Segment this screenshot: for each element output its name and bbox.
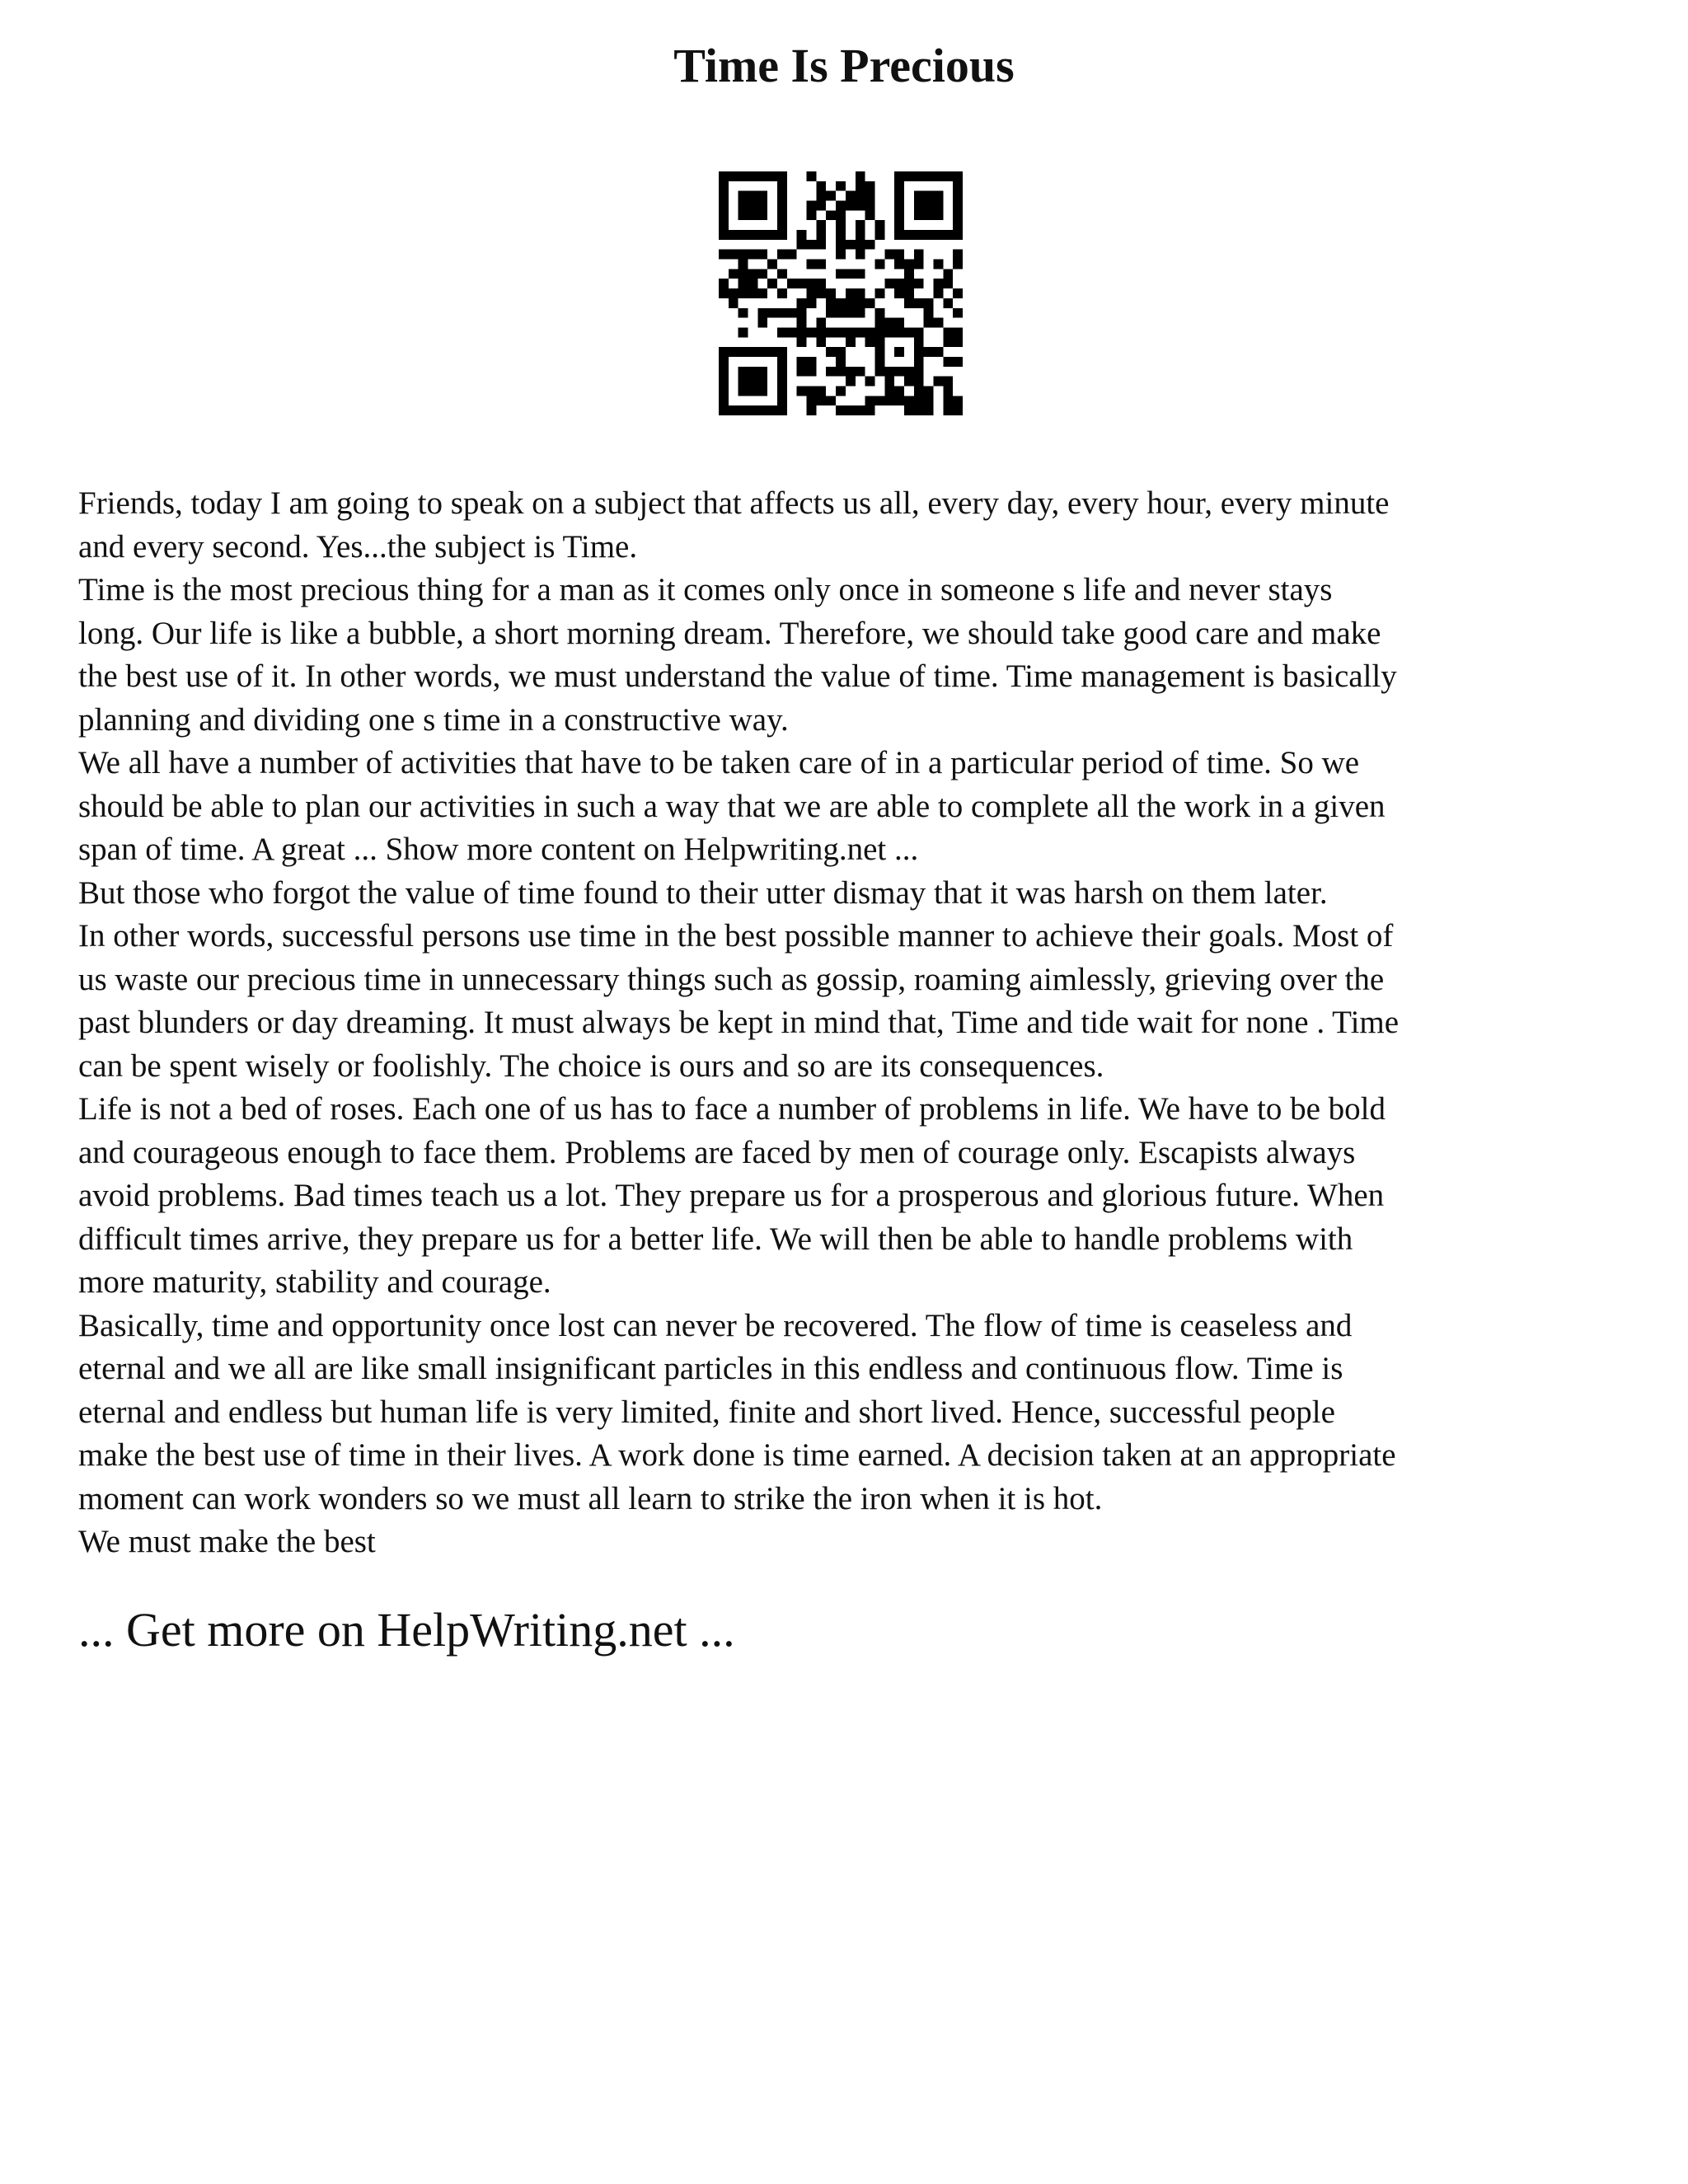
qr-code-graphic	[719, 171, 963, 415]
qr-code-icon	[719, 171, 963, 415]
essay-body: Friends, today I am going to speak on a subject that affects us all, every day, every hour, every minute and every second. Yes...the subject is Time. Time is the most precious thing for a man as it comes only once in someone s life and never stays long. Our life is like a bubble, a short morning dream. Therefore, we should take good care and make the best use of it. In other words, we must understand the value of time. Time management is basically planning and dividing one s time in a constructive way. We all have a number of activities that have to be taken care of in a particular period of time. So we should be able to plan our activities in such a way that we are able to complete all the work in a given span of time. A great ... Show more content on Helpwriting.net ... But those who forgot the value of time found to their utter dismay that it was harsh on them later. In other words, successful persons use time in the best possible manner to achieve their goals. Most of us waste our precious time in unnecessary things such as gossip, roaming aimlessly, grieving over the past blunders or day dreaming. It must always be kept in mind that, Time and tide wait for none . Time can be spent wisely or foolishly. The choice is ours and so are its consequences. Life is not a bed of roses. Each one of us has to face a number of problems in life. We have to be bold and courageous enough to face them. Problems are faced by men of courage only. Escapists always avoid problems. Bad times teach us a lot. They prepare us for a prosperous and glorious future. When difficult times arrive, they prepare us for a better life. We will then be able to handle problems with more maturity, stability and courage. Basically, time and opportunity once lost can never be recovered. The flow of time is ceaseless and eternal and we all are like small insignificant particles in this endless and continuous flow. Time is eternal and endless but human life is very limited, finite and short lived. Hence, successful people make the best use of time in their lives. A work done is time earned. A decision taken at an appropriate moment can work wonders so we must all learn to strike the iron when it is hot. We must make the best	[78, 485, 1400, 1559]
get-more-link-text[interactable]: ... Get more on HelpWriting.net ...	[78, 1603, 735, 1657]
page-title: Time Is Precious	[673, 39, 1015, 92]
